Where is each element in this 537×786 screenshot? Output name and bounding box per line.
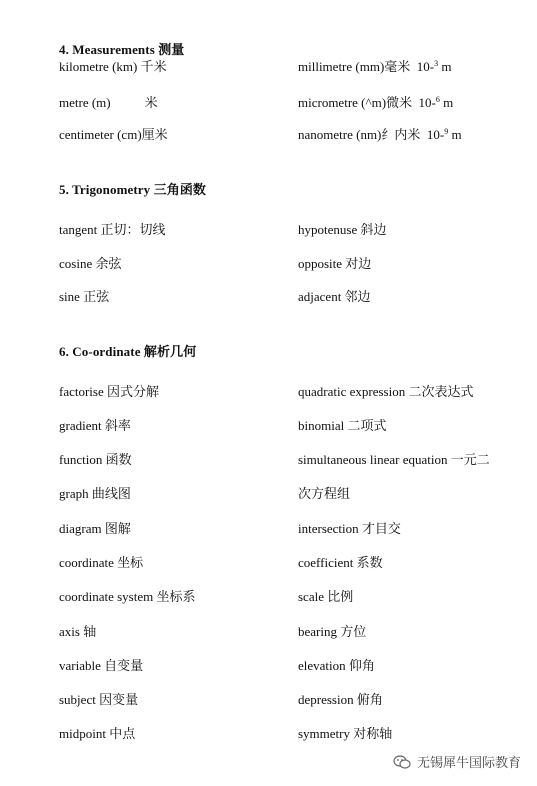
coord-term-left: variable 自变量 <box>59 658 144 673</box>
coord-term-right: scale 比例 <box>298 589 354 604</box>
section-heading-trigonometry: 5. Trigonometry 三角函数 <box>59 182 207 197</box>
coord-term-left: factorise 因式分解 <box>59 384 160 399</box>
coord-term-right: binomial 二项式 <box>298 418 387 433</box>
coord-term-left: coordinate 坐标 <box>59 555 144 570</box>
coord-term-right: simultaneous linear equation 一元二 <box>298 452 490 467</box>
coord-term-left: gradient 斜率 <box>59 418 131 433</box>
wechat-watermark <box>393 752 521 771</box>
coord-term-left: coordinate system 坐标系 <box>59 589 196 604</box>
trig-term-left: tangent 正切：切线 <box>59 222 166 237</box>
coord-term-left: axis 轴 <box>59 624 97 639</box>
coord-term-right: intersection 才目交 <box>298 521 401 536</box>
wechat-icon <box>393 754 411 770</box>
term-millimetre: millimetre (mm)毫米 10-$^3$ m <box>298 59 452 74</box>
section-heading-coordinate: 6. Co-ordinate 解析几何 <box>59 344 197 359</box>
coord-term-right: quadratic expression 二次表达式 <box>298 384 474 399</box>
coord-term-left: function 函数 <box>59 452 132 467</box>
coord-term-right: coefficient 系数 <box>298 555 383 570</box>
coord-term-right: elevation 仰角 <box>298 658 375 673</box>
coord-term-left: midpoint 中点 <box>59 726 136 741</box>
trig-term-right: hypotenuse 斜边 <box>298 222 387 237</box>
watermark-text: 无锡犀牛国际教育 <box>416 756 521 771</box>
trig-term-right: adjacent 邻边 <box>298 289 371 304</box>
trig-term-right: opposite 对边 <box>298 256 372 271</box>
coord-term-left: diagram 图解 <box>59 521 131 536</box>
coord-term-right: depression 俯角 <box>298 692 383 707</box>
term-centimeter: centimeter (cm)厘米 <box>59 127 168 142</box>
coord-term-left: subject 因变量 <box>59 692 139 707</box>
trig-term-left: cosine 余弦 <box>59 256 122 271</box>
trig-term-left: sine 正弦 <box>59 289 110 304</box>
coord-term-left: graph 曲线图 <box>59 486 131 501</box>
term-kilometre: kilometre (km) 千米 <box>59 59 167 74</box>
term-nanometre: nanometre (nm)纟内米 10-$^9$ m <box>298 127 462 142</box>
coord-term-right: bearing 方位 <box>298 624 367 639</box>
term-metre: metre (m) 米 <box>59 95 158 110</box>
coord-term-right: symmetry 对称轴 <box>298 726 393 741</box>
coord-term-right: 次方程组 <box>298 486 351 501</box>
section-heading-measurements: 4. Measurements 测量 <box>59 42 185 57</box>
term-micrometre: micrometre (^m)微米 10-$^6$ m <box>298 95 454 110</box>
